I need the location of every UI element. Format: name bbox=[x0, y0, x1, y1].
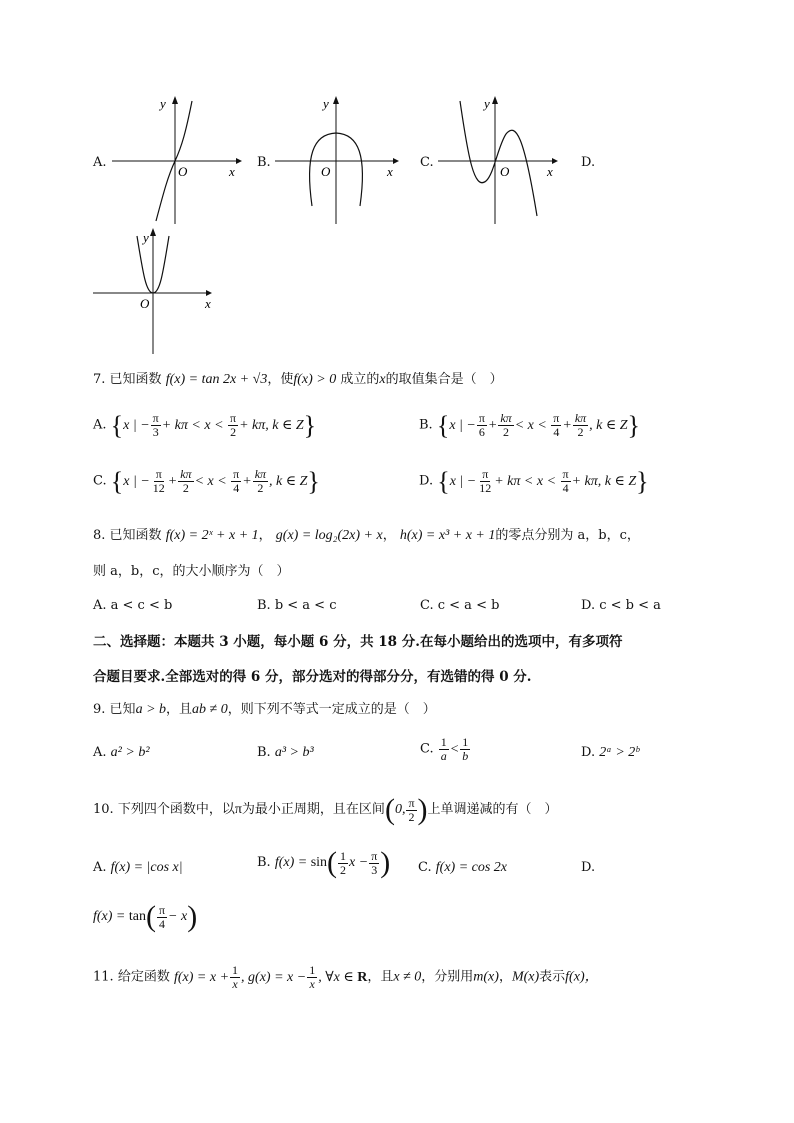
section2-heading-line1: 二、选择题：本题共 3 小题，每小题 6 分，共 18 分.在每小题给出的选项中，有多项符 bbox=[93, 634, 623, 650]
y-label: y bbox=[160, 96, 166, 111]
q9-option-d[interactable]: D. 2ᵃ > 2ᵇ bbox=[581, 745, 640, 760]
q7-option-d[interactable]: D. {x | − $\frac{\pi}{12}$ + kπ < x < $\frac{\pi}{4}$ + kπ, k ∈ Z} bbox=[419, 466, 649, 496]
y-label: y bbox=[143, 230, 149, 245]
option-a-label: A. bbox=[93, 155, 107, 170]
q7-function: f(x) = tan 2x + √3 bbox=[165, 372, 268, 387]
q8-option-d[interactable]: D. c < b < a bbox=[581, 598, 661, 613]
option-c-label: C. bbox=[420, 155, 434, 170]
x-label: x bbox=[205, 296, 211, 311]
x-label: x bbox=[229, 164, 235, 179]
origin-label: O bbox=[178, 164, 188, 179]
origin-label: O bbox=[321, 164, 331, 179]
q10-option-b[interactable]: B. f(x) = sin( $\frac{1}{2}$ x − $\frac{\pi}{3}$ ) bbox=[257, 846, 391, 879]
q8-stem-line2: 则 a，b，c，的大小顺序为（ ） bbox=[93, 564, 290, 579]
q9-option-c[interactable]: C. $\frac{1}{a}$ < $\frac{1}{b}$ bbox=[420, 735, 469, 763]
graph-option-a bbox=[112, 96, 242, 226]
q10-stem: 10. 下列四个函数中，以π为最小正周期，且在区间(0, $\frac{\pi}{2}$ )上单调递减的有（ ） bbox=[93, 793, 558, 826]
q8-option-b[interactable]: B. b < a < c bbox=[257, 598, 337, 613]
origin-label: O bbox=[500, 164, 510, 179]
origin-label: O bbox=[140, 296, 150, 311]
q10-option-c[interactable]: C. f(x) = cos 2x bbox=[418, 860, 508, 875]
x-label: x bbox=[547, 164, 553, 179]
graph-option-d bbox=[93, 228, 218, 356]
q8-option-c[interactable]: C. c < a < b bbox=[420, 598, 500, 613]
q8-stem: 8. 已知函数 f(x) = 2ˣ + x + 1， g(x) = log₂(2x) + x， h(x) = x³ + x + 1的零点分别为 a，b，c， bbox=[93, 528, 640, 543]
q9-option-b[interactable]: B. a³ > b³ bbox=[257, 745, 314, 760]
q8-option-a[interactable]: A. a < c < b bbox=[93, 598, 173, 613]
section2-heading-line2: 合题目要求.全部选对的得 6 分，部分选对的得部分分，有选错的得 0 分. bbox=[93, 669, 532, 685]
q7-option-c[interactable]: C. {x | − $\frac{\pi}{12}$ + $\frac{k\pi}{2}$ < x < $\frac{\pi}{4}$ + $\frac{k\pi}{2}$ , k ∈ Z} bbox=[93, 466, 320, 496]
q10-option-d[interactable]: f(x) = tan( $\frac{\pi}{4}$ − x) bbox=[93, 900, 198, 933]
graph-option-c bbox=[438, 96, 568, 226]
q7-stem: 7. 已知函数 f(x) = tan 2x + √3，使f(x) > 0 成立的x的取值集合是（ ） bbox=[93, 372, 503, 387]
q7-option-a[interactable]: A. {x | − $\frac{\pi}{3}$ + kπ < x < $\frac{\pi}{2}$ + kπ, k ∈ Z} bbox=[93, 410, 317, 440]
y-label: y bbox=[323, 96, 329, 111]
x-label: x bbox=[387, 164, 393, 179]
y-label: y bbox=[484, 96, 490, 111]
q9-stem: 9. 已知a > b，且ab ≠ 0，则下列不等式一定成立的是（ ） bbox=[93, 702, 436, 717]
q10-option-d-label[interactable]: D. bbox=[581, 860, 596, 875]
q7-option-b[interactable]: B. {x | − $\frac{\pi}{6}$ + $\frac{k\pi}{2}$ < x < $\frac{\pi}{4}$ + $\frac{k\pi}{2}$ , k ∈ Z} bbox=[419, 410, 641, 440]
q9-option-a[interactable]: A. a² > b² bbox=[93, 745, 150, 760]
graph-option-b bbox=[275, 96, 405, 226]
curve bbox=[460, 101, 537, 216]
option-b-label: B. bbox=[257, 155, 271, 170]
option-d-label: D. bbox=[581, 155, 596, 170]
q10-option-a[interactable]: A. f(x) = |cos x| bbox=[93, 860, 183, 875]
q11-stem: 11. 给定函数 f(x) = x + $\frac{1}{x}$ , g(x) = x − $\frac{1}{x}$ , ∀x ∈ R，且x ≠ 0，分别用m(x)，M(x)表示f(x)， bbox=[93, 963, 599, 991]
